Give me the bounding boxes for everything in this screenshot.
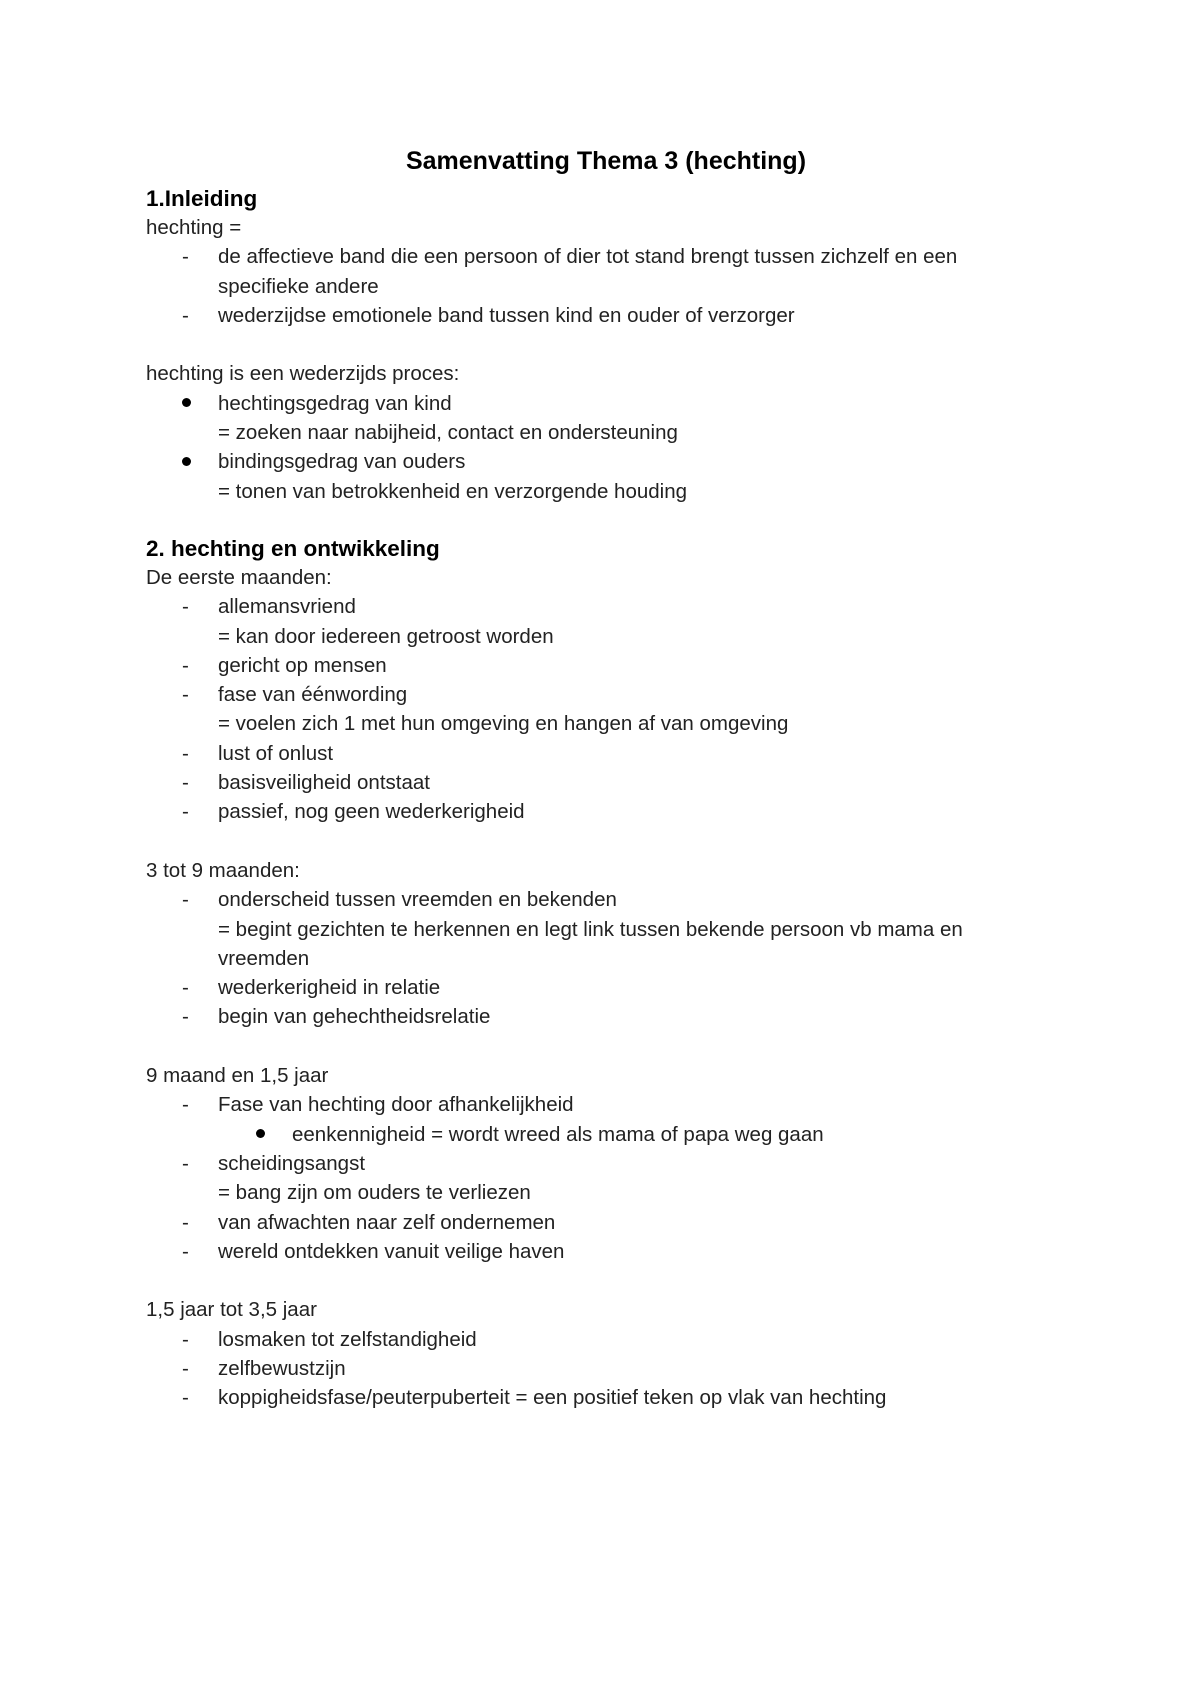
list-item-text: allemansvriend	[218, 595, 356, 619]
spacer	[146, 1266, 1066, 1295]
list-item-text: wederzijdse emotionele band tussen kind en ouder of verzorger	[218, 303, 795, 327]
bullet-icon	[182, 447, 202, 476]
dash-marker: -	[182, 653, 189, 677]
dash-marker: -	[182, 771, 189, 795]
document-page	[146, 138, 1066, 1413]
list-item	[146, 797, 1066, 826]
bullet-icon	[182, 389, 202, 418]
section-heading-inleiding: 1.Inleiding	[146, 186, 258, 211]
list-item-text: wederkerigheid in relatie	[218, 976, 441, 1000]
period-label: 9 maand en 1,5 jaar	[146, 1064, 329, 1088]
document-title: Samenvatting Thema 3 (hechting)	[405, 147, 807, 175]
list-item	[146, 1354, 1066, 1383]
list-item	[146, 651, 1066, 680]
list-item	[146, 592, 1066, 621]
dash-marker: -	[182, 1239, 189, 1263]
list-item-definition: = zoeken naar nabijheid, contact en ondersteuning	[218, 421, 678, 445]
period-label: 1,5 jaar tot 3,5 jaar	[146, 1298, 317, 1322]
list-item-text: begin van gehechtheidsrelatie	[218, 1005, 491, 1029]
list-item	[146, 1090, 1066, 1119]
list-item-text: wereld ontdekken vanuit veilige haven	[218, 1239, 565, 1263]
list-item	[146, 739, 1066, 768]
dash-marker: -	[182, 1327, 189, 1351]
dash-marker: -	[182, 245, 189, 269]
list-item	[146, 1149, 1066, 1178]
dash-marker: -	[182, 1356, 189, 1380]
bullet-item	[146, 1120, 1066, 1149]
list-item-text: eenkennigheid = wordt wreed als mama of papa weg gaan	[292, 1122, 824, 1146]
list-item-text: lust of onlust	[218, 741, 334, 765]
spacer	[146, 330, 1066, 359]
list-item-text: losmaken tot zelfstandigheid	[218, 1327, 477, 1351]
list-item	[146, 242, 1066, 271]
spacer	[146, 827, 1066, 856]
bullet-item	[146, 389, 1066, 418]
list-item	[146, 885, 1066, 914]
bullet-item	[146, 447, 1066, 476]
dash-marker: -	[182, 1005, 189, 1029]
list-item	[146, 1237, 1066, 1266]
list-item	[146, 1325, 1066, 1354]
list-item-text: bindingsgedrag van ouders	[218, 450, 466, 474]
list-item-definition: = begint gezichten te herkennen en legt link tussen bekende persoon vb mama en	[218, 917, 963, 941]
list-item-text: onderscheid tussen vreemden en bekenden	[218, 888, 617, 912]
dash-marker: -	[182, 1151, 189, 1175]
dash-marker: -	[182, 741, 189, 765]
period-label: 3 tot 9 maanden:	[146, 858, 300, 882]
list-item	[146, 1383, 1066, 1412]
spacer	[146, 506, 1066, 534]
list-item-text: gericht op mensen	[218, 653, 387, 677]
list-item-text: de affectieve band die een persoon of dier tot stand brengt tussen zichzelf en een	[218, 245, 958, 269]
list-item-text: hechtingsgedrag van kind	[218, 391, 452, 415]
list-item-text: basisveiligheid ontstaat	[218, 771, 430, 795]
list-item	[146, 768, 1066, 797]
spacer	[146, 1032, 1066, 1061]
dash-marker: -	[182, 1386, 189, 1410]
list-item-definition: vreemden	[218, 946, 310, 970]
dash-marker: -	[182, 683, 189, 707]
list-item-definition: = bang zijn om ouders te verliezen	[218, 1181, 531, 1205]
list-item	[146, 1002, 1066, 1031]
list-item	[146, 680, 1066, 709]
list-item-text: scheidingsangst	[218, 1151, 366, 1175]
section-heading-ontwikkeling: 2. hechting en ontwikkeling	[146, 535, 440, 561]
list-item-text: fase van éénwording	[218, 683, 408, 707]
paragraph: hechting is een wederzijds proces:	[146, 362, 460, 386]
list-item	[146, 301, 1066, 330]
dash-marker: -	[182, 595, 189, 619]
dash-marker: -	[182, 303, 189, 327]
paragraph: hechting =	[146, 216, 242, 239]
list-item	[146, 1208, 1066, 1237]
bullet-icon	[256, 1120, 276, 1149]
dash-marker: -	[182, 800, 189, 824]
list-item	[146, 973, 1066, 1002]
list-item-definition: = tonen van betrokkenheid en verzorgende houding	[218, 479, 688, 503]
list-item-text: passief, nog geen wederkerigheid	[218, 800, 525, 824]
dash-marker: -	[182, 976, 189, 1000]
list-item-continuation: specifieke andere	[218, 274, 379, 298]
dash-marker: -	[182, 888, 189, 912]
list-item-text: koppigheidsfase/peuterpuberteit = een positief teken op vlak van hechting	[218, 1386, 887, 1410]
dash-marker: -	[182, 1093, 189, 1117]
list-item-text: van afwachten naar zelf ondernemen	[218, 1210, 556, 1234]
dash-marker: -	[182, 1210, 189, 1234]
list-item-text: zelfbewustzijn	[218, 1356, 346, 1380]
list-item-definition: = kan door iedereen getroost worden	[218, 624, 554, 648]
period-label: De eerste maanden:	[146, 565, 332, 589]
list-item-text: Fase van hechting door afhankelijkheid	[218, 1093, 574, 1117]
list-item-definition: = voelen zich 1 met hun omgeving en hangen af van omgeving	[218, 712, 789, 736]
